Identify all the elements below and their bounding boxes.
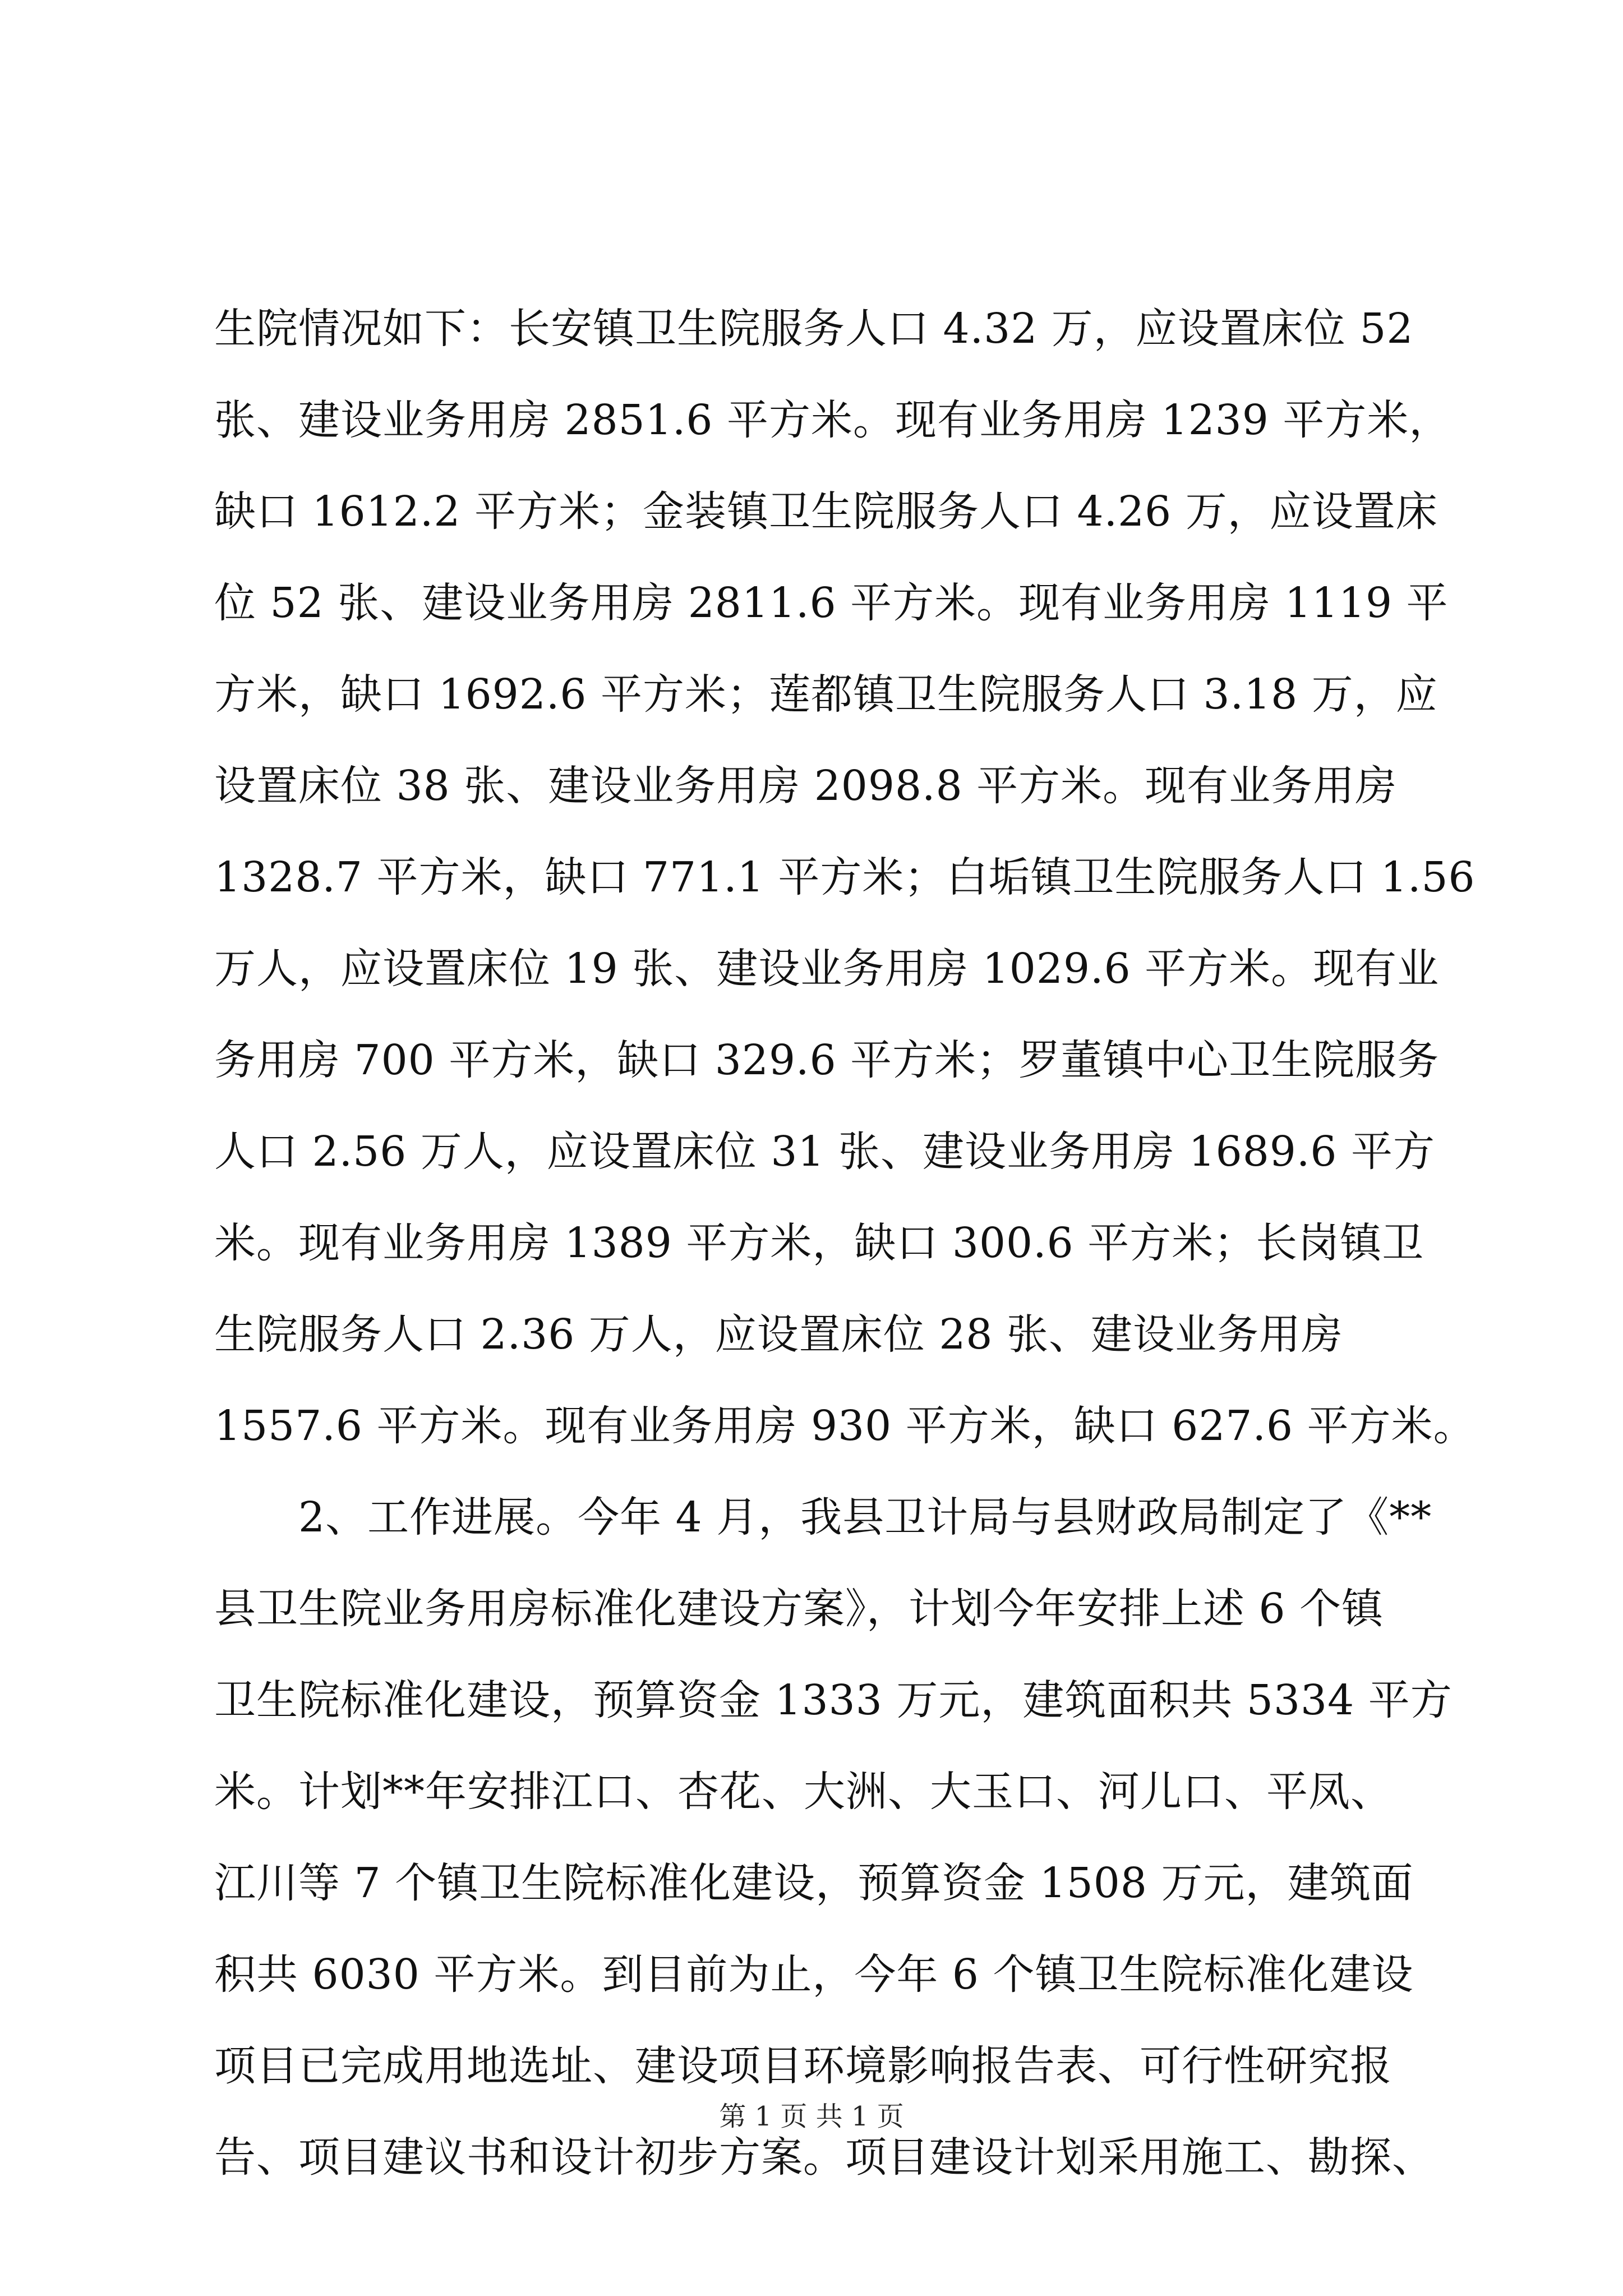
text-line: 项目已完成用地选址、建设项目环境影响报告表、可行性研究报 bbox=[214, 2042, 1392, 2090]
text-line: 位 52 张、建设业务用房 2811.6 平方米。现有业务用房 1119 平 bbox=[214, 579, 1449, 627]
body-text bbox=[214, 283, 1476, 2203]
text-line: 生院服务人口 2.36 万人，应设置床位 28 张、建设业务用房 bbox=[214, 1310, 1344, 1359]
text-line: 张、建设业务用房 2851.6 平方米。现有业务用房 1239 平方米， bbox=[214, 396, 1451, 444]
text-line: 米。现有业务用房 1389 平方米，缺口 300.6 平方米；长岗镇卫 bbox=[214, 1219, 1424, 1267]
text-line: 设置床位 38 张、建设业务用房 2098.8 平方米。现有业务用房 bbox=[214, 762, 1398, 810]
text-line: 卫生院标准化建设，预算资金 1333 万元，建筑面积共 5334 平方 bbox=[214, 1676, 1453, 1724]
text-line: 1328.7 平方米，缺口 771.1 平方米；白垢镇卫生院服务人口 1.56 bbox=[214, 853, 1476, 901]
text-line: 告、项目建议书和设计初步方案。项目建设计划采用施工、勘探、 bbox=[214, 2133, 1434, 2182]
page-number-footer: 第 1 页 共 1 页 bbox=[719, 2101, 904, 2132]
text-line: 2、工作进展。今年 4 月，我县卫计局与县财政局制定了《** bbox=[214, 1493, 1432, 1542]
text-line: 方米，缺口 1692.6 平方米；莲都镇卫生院服务人口 3.18 万，应 bbox=[214, 670, 1438, 719]
text-line: 积共 6030 平方米。到目前为止，今年 6 个镇卫生院标准化建设 bbox=[214, 1950, 1414, 1999]
text-line: 万人，应设置床位 19 张、建设业务用房 1029.6 平方米。现有业 bbox=[214, 945, 1440, 993]
text-line: 江川等 7 个镇卫生院标准化建设，预算资金 1508 万元，建筑面 bbox=[214, 1859, 1414, 1907]
text-line: 米。计划**年安排江口、杏花、大洲、大玉口、河儿口、平凤、 bbox=[214, 1768, 1393, 1816]
text-line: 生院情况如下：长安镇卫生院服务人口 4.32 万，应设置床位 52 bbox=[214, 305, 1414, 353]
text-line: 县卫生院业务用房标准化建设方案》，计划今年安排上述 6 个镇 bbox=[214, 1585, 1384, 1633]
text-line: 务用房 700 平方米，缺口 329.6 平方米；罗董镇中心卫生院服务 bbox=[214, 1036, 1440, 1084]
text-line: 人口 2.56 万人，应设置床位 31 张、建设业务用房 1689.6 平方 bbox=[214, 1128, 1435, 1176]
text-line: 缺口 1612.2 平方米；金装镇卫生院服务人口 4.26 万，应设置床 bbox=[214, 487, 1438, 536]
text-line: 1557.6 平方米。现有业务用房 930 平方米，缺口 627.6 平方米。 bbox=[214, 1402, 1476, 1450]
